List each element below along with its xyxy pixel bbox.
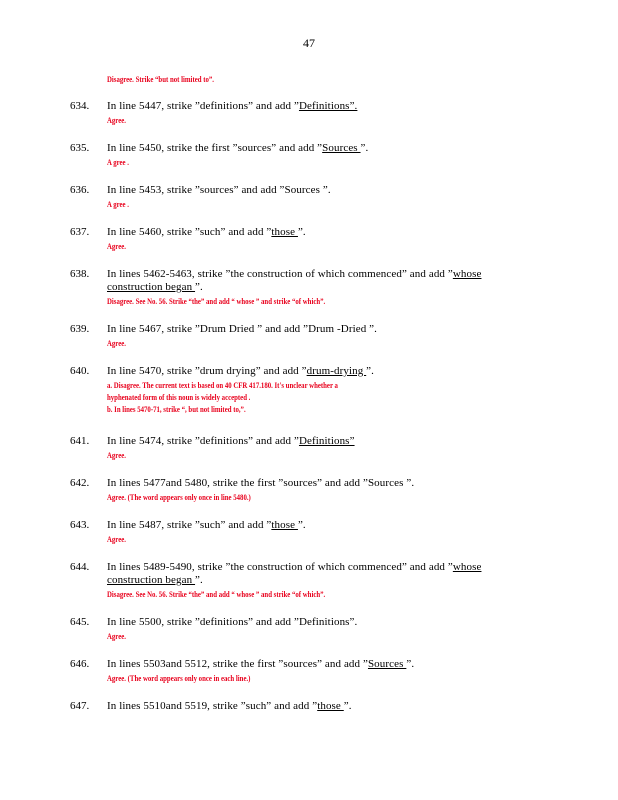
entry-number: 646. xyxy=(70,658,90,670)
response-text: Agree. xyxy=(107,451,126,460)
response-text: A gree . xyxy=(107,200,129,209)
entry-text-main: In line 5474, strike ”definitions” and add ” xyxy=(107,435,299,447)
entry-text-added: those xyxy=(317,700,344,712)
entry-text xyxy=(107,323,377,335)
entry-number: 642. xyxy=(70,477,90,489)
response-text: Agree. (The word appears only once in line 5480.) xyxy=(107,493,251,502)
response-text: Agree. xyxy=(107,339,126,348)
entry-text-main: In lines 5477and 5480, strike the first ”sources” and add ”Sources ”. xyxy=(107,477,415,489)
entry-text-main: In line 5460, strike ”such” and add ” xyxy=(107,226,272,238)
entry-text xyxy=(107,226,306,238)
entry-text xyxy=(107,142,368,154)
entry-text xyxy=(107,365,374,377)
page-number: 47 xyxy=(303,36,315,50)
entry-number: 638. xyxy=(70,268,90,280)
entry-number: 647. xyxy=(70,700,90,712)
entry-number: 639. xyxy=(70,323,90,335)
entry-text-main: In line 5453, strike ”sources” and add ”Sources ”. xyxy=(107,184,331,196)
entry-text-main: In line 5500, strike ”definitions” and add ”Definitions”. xyxy=(107,616,358,628)
entry-number: 637. xyxy=(70,226,90,238)
entry-text-main: In lines 5462-5463, strike ”the construction of which commenced” and add ” xyxy=(107,268,453,280)
entry-text-added-cont: construction began xyxy=(107,281,196,293)
entry-text-added: those xyxy=(271,519,298,531)
entry-number: 644. xyxy=(70,561,90,573)
entry-text-main: In lines 5503and 5512, strike the first ”sources” and add ” xyxy=(107,658,368,670)
entry-text-added: Definitions”. xyxy=(298,100,358,112)
response-text: Agree. xyxy=(107,116,126,125)
entry-text-main: In line 5470, strike ”drum drying” and add ” xyxy=(107,365,307,377)
entry-number: 640. xyxy=(70,365,90,377)
entry-text-main: In line 5447, strike ”definitions” and add ” xyxy=(107,100,299,112)
entry-text xyxy=(107,561,481,573)
entry-text xyxy=(107,477,414,489)
response-text: Agree. xyxy=(107,535,126,544)
entry-text-end: ”. xyxy=(195,281,203,293)
entry-text-end: ”. xyxy=(195,574,203,586)
entry-number: 641. xyxy=(70,435,90,447)
entry-text-added: drum-drying xyxy=(306,365,367,377)
entry-number: 645. xyxy=(70,616,90,628)
entry-text-added: Definitions” xyxy=(298,435,355,447)
entry-text-main: In lines 5510and 5519, strike ”such” and add ” xyxy=(107,700,318,712)
entry-text xyxy=(107,700,352,712)
response-text: Disagree. See No. 56. Strike “the” and add “ whose ” and strike “of which”. xyxy=(107,297,326,306)
entry-number: 636. xyxy=(70,184,90,196)
entry-text xyxy=(107,616,357,628)
entry-number: 635. xyxy=(70,142,90,154)
entry-text xyxy=(107,268,481,280)
entry-text-main: In line 5487, strike ”such” and add ” xyxy=(107,519,272,531)
entry-text-added-cont: construction began xyxy=(107,574,196,586)
response-text: Agree. (The word appears only once in each line.) xyxy=(107,674,251,683)
entry-text xyxy=(107,100,357,112)
entry-text xyxy=(107,435,355,447)
entry-text-end: ”. xyxy=(297,226,306,238)
entry-text-added: whose xyxy=(452,268,482,280)
entry-text-end: ”. xyxy=(343,700,352,712)
entry-text-added: those xyxy=(271,226,298,238)
response-text: A gree . xyxy=(107,158,129,167)
entry-text xyxy=(107,184,331,196)
response-text: Disagree. See No. 56. Strike “the” and add “ whose ” and strike “of which”. xyxy=(107,590,326,599)
response-text: hyphenated form of this noun is widely accepted . xyxy=(107,393,251,402)
lead-response: Disagree. Strike “but not limited to”. xyxy=(107,75,214,84)
entry-text-end: ”. xyxy=(360,142,369,154)
entry-text xyxy=(107,658,414,670)
entry-number: 634. xyxy=(70,100,90,112)
entry-text-main: In lines 5489-5490, strike ”the construction of which commenced” and add ” xyxy=(107,561,453,573)
entry-text-main: In line 5450, strike the first ”sources” and add ” xyxy=(107,142,323,154)
entry-text-added: Sources xyxy=(367,658,407,670)
response-text: Agree. xyxy=(107,632,126,641)
response-text: a. Disagree. The current text is based on 40 CFR 417.180. It's unclear whether a xyxy=(107,381,338,390)
entry-text-end: ”. xyxy=(406,658,415,670)
entry-text-end: ”. xyxy=(297,519,306,531)
entry-text xyxy=(107,519,306,531)
response-text: Agree. xyxy=(107,242,126,251)
entry-text-line2 xyxy=(107,574,203,586)
entry-number: 643. xyxy=(70,519,90,531)
entry-text-end: ”. xyxy=(366,365,375,377)
entry-text-line2 xyxy=(107,281,203,293)
entry-text-added: Sources xyxy=(322,142,361,154)
entry-text-added: whose xyxy=(452,561,482,573)
entry-text-main: In line 5467, strike ”Drum Dried ” and add ”Drum -Dried ”. xyxy=(107,323,378,335)
response-text: b. In lines 5470-71, strike “, but not limited to,”. xyxy=(107,405,246,414)
